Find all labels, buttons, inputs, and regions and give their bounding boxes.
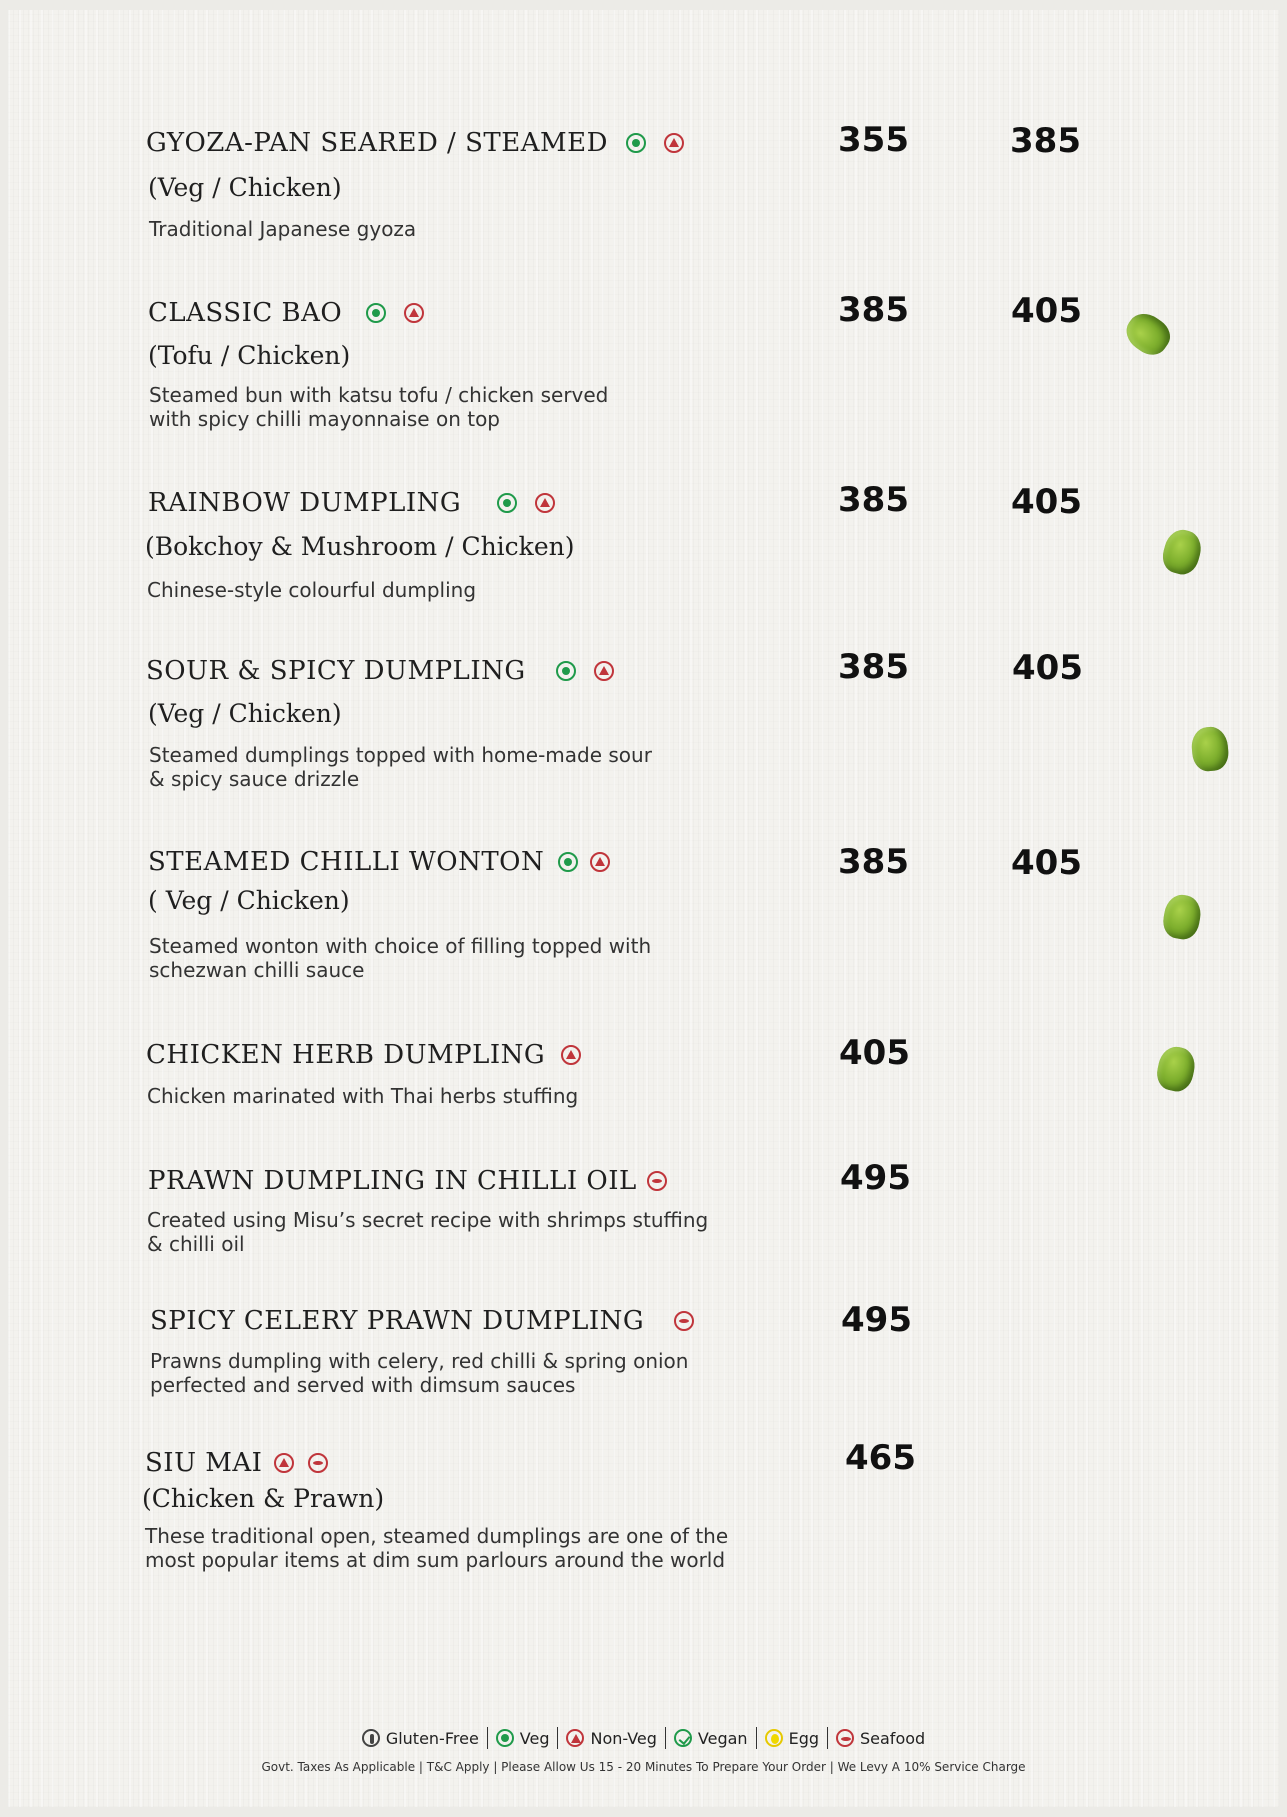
legend-non-veg: Non-Veg (590, 1728, 657, 1748)
menu-page (8, 10, 1279, 1807)
non-veg-icon (535, 493, 555, 513)
divider (487, 1727, 488, 1749)
legend-seafood: Seafood (860, 1728, 926, 1748)
non-veg-icon (566, 1729, 584, 1747)
item-description: Chinese-style colourful dumpling (147, 578, 477, 602)
legend-gluten-free: Gluten-Free (385, 1728, 479, 1748)
item-name: SOUR & SPICY DUMPLING (146, 656, 526, 686)
egg-icon (765, 1729, 783, 1747)
item-description: Steamed wonton with choice of filling topped with schezwan chilli sauce (149, 934, 652, 982)
item-name: SPICY CELERY PRAWN DUMPLING (150, 1306, 645, 1336)
veg-icon (497, 493, 517, 513)
seafood-icon (308, 1453, 328, 1473)
veg-icon (366, 303, 386, 323)
item-name: CLASSIC BAO (148, 298, 343, 328)
price: 495 (840, 1158, 911, 1198)
price: 405 (839, 1033, 910, 1073)
price-veg: 385 (838, 842, 909, 882)
price: 465 (845, 1438, 916, 1478)
item-variant: (Bokchoy & Mushroom / Chicken) (145, 532, 575, 561)
item-name: SIU MAI (145, 1448, 263, 1478)
veg-icon (558, 852, 578, 872)
non-veg-icon (590, 852, 610, 872)
garnish-image (1120, 307, 1177, 362)
garnish-image (1159, 526, 1205, 578)
garnish-image (1190, 726, 1230, 773)
price-non-veg: 405 (1012, 648, 1083, 688)
gluten-free-icon (362, 1729, 380, 1747)
item-description: Chicken marinated with Thai herbs stuffing (147, 1084, 579, 1108)
divider (756, 1727, 757, 1749)
price-veg: 385 (838, 647, 909, 687)
price-veg: 385 (838, 290, 909, 330)
item-variant: (Veg / Chicken) (148, 173, 342, 202)
garnish-image (1154, 1044, 1198, 1095)
item-variant: (Veg / Chicken) (148, 699, 342, 728)
item-name: RAINBOW DUMPLING (148, 488, 462, 518)
seafood-icon (836, 1729, 854, 1747)
vegan-icon (674, 1729, 692, 1747)
legend-vegan: Vegan (697, 1728, 748, 1748)
price-non-veg: 385 (1010, 121, 1081, 161)
item-variant: (Chicken & Prawn) (142, 1484, 385, 1513)
divider (665, 1727, 666, 1749)
item-name: PRAWN DUMPLING IN CHILLI OIL (148, 1166, 637, 1196)
garnish-image (1160, 892, 1203, 942)
seafood-icon (674, 1311, 694, 1331)
item-description: Created using Misu’s secret recipe with shrimps stuffing & chilli oil (147, 1208, 709, 1256)
item-name: CHICKEN HERB DUMPLING (146, 1040, 546, 1070)
item-variant: ( Veg / Chicken) (148, 886, 350, 915)
non-veg-icon (664, 133, 684, 153)
veg-icon (556, 661, 576, 681)
item-description: These traditional open, steamed dumplings are one of the most popular items at dim sum parlours around the world (145, 1524, 729, 1572)
price-non-veg: 405 (1011, 482, 1082, 522)
veg-icon (496, 1729, 514, 1747)
veg-icon (626, 133, 646, 153)
non-veg-icon (274, 1453, 294, 1473)
dietary-legend (8, 1727, 1279, 1749)
price-veg: 355 (838, 120, 909, 160)
price: 495 (841, 1300, 912, 1340)
seafood-icon (647, 1171, 667, 1191)
item-name: STEAMED CHILLI WONTON (148, 847, 545, 877)
divider (827, 1727, 828, 1749)
price-veg: 385 (838, 480, 909, 520)
item-name: GYOZA-PAN SEARED / STEAMED (146, 128, 608, 158)
item-variant: (Tofu / Chicken) (148, 341, 351, 370)
non-veg-icon (594, 661, 614, 681)
legend-veg: Veg (519, 1728, 550, 1748)
non-veg-icon (561, 1045, 581, 1065)
item-description: Steamed bun with katsu tofu / chicken served with spicy chilli mayonnaise on top (149, 383, 609, 431)
item-description: Steamed dumplings topped with home-made sour & spicy sauce drizzle (149, 743, 652, 791)
non-veg-icon (404, 303, 424, 323)
divider (557, 1727, 558, 1749)
legend-egg: Egg (788, 1728, 819, 1748)
price-non-veg: 405 (1011, 291, 1082, 331)
item-description: Traditional Japanese gyoza (149, 217, 417, 241)
item-description: Prawns dumpling with celery, red chilli & spring onion perfected and served with dimsum sauces (150, 1349, 689, 1397)
price-non-veg: 405 (1011, 843, 1082, 883)
footer-terms: Govt. Taxes As Applicable | T&C Apply | Please Allow Us 15 - 20 Minutes To Prepare Your Order | We Levy A 10% Service Charge (261, 1760, 1026, 1774)
